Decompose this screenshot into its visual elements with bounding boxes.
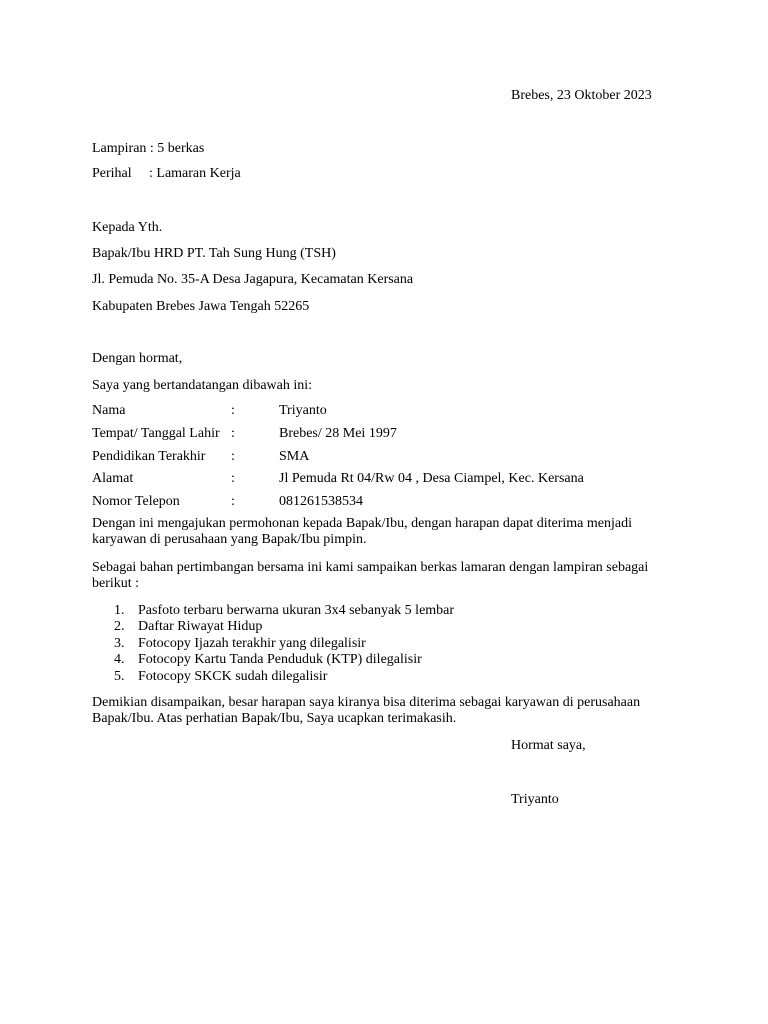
field-value: Jl Pemuda Rt 04/Rw 04 , Desa Ciampel, Kec. Kersana bbox=[279, 471, 584, 486]
list-item-text: Fotocopy Ijazah terakhir yang dilegalisir bbox=[138, 635, 366, 651]
recipient-name: Bapak/Ibu HRD PT. Tah Sung Hung (TSH) bbox=[92, 246, 336, 261]
recipient-address-line2: Kabupaten Brebes Jawa Tengah 52265 bbox=[92, 299, 310, 314]
sign-off: Hormat saya, bbox=[511, 738, 586, 753]
list-item-number: 2. bbox=[114, 619, 125, 635]
field-row-telepon bbox=[0, 494, 768, 510]
field-label: Pendidikan Terakhir bbox=[92, 449, 206, 464]
recipient-salutation: Kepada Yth. bbox=[92, 220, 163, 235]
list-item-number: 5. bbox=[114, 668, 125, 684]
field-colon: : bbox=[231, 494, 235, 509]
field-row-ttl bbox=[0, 426, 768, 442]
field-colon: : bbox=[231, 449, 235, 464]
field-label: Nama bbox=[92, 403, 126, 418]
perihal-label: Perihal bbox=[92, 166, 132, 181]
field-row-pendidikan bbox=[0, 449, 768, 465]
request-paragraph: Dengan ini mengajukan permohonan kepada Bapak/Ibu, dengan harapan dapat diterima menjadi karyawan di perusahaan yang Bapak/Ibu pimpin. bbox=[92, 516, 632, 547]
field-value: Brebes/ 28 Mei 1997 bbox=[279, 426, 397, 441]
field-label: Tempat/ Tanggal Lahir bbox=[92, 426, 220, 441]
list-item-text: Pasfoto terbaru berwarna ukuran 3x4 sebanyak 5 lembar bbox=[138, 603, 455, 618]
field-value: SMA bbox=[279, 449, 310, 464]
greeting: Dengan hormat, bbox=[92, 351, 183, 366]
field-label: Nomor Telepon bbox=[92, 494, 180, 509]
signer-name: Triyanto bbox=[511, 792, 559, 807]
field-row-alamat bbox=[0, 471, 768, 487]
intro-line: Saya yang bertandatangan dibawah ini: bbox=[92, 378, 313, 393]
list-item-text: Daftar Riwayat Hidup bbox=[138, 619, 263, 635]
perihal-value: : Lamaran Kerja bbox=[149, 166, 241, 181]
list-item-number: 3. bbox=[114, 635, 125, 651]
field-colon: : bbox=[231, 426, 235, 441]
list-item-text: Fotocopy Kartu Tanda Penduduk (KTP) dilegalisir bbox=[138, 652, 422, 668]
closing-paragraph: Demikian disampaikan, besar harapan saya kiranya bisa diterima sebagai karyawan di perusahaan Bapak/Ibu. Atas perhatian Bapak/Ibu, Saya ucapkan terimakasih. bbox=[92, 695, 641, 726]
list-item-text: Fotocopy SKCK sudah dilegalisir bbox=[138, 668, 328, 684]
attachments-intro-paragraph: Sebagai bahan pertimbangan bersama ini kami sampaikan berkas lamaran dengan lampiran sebagai berikut : bbox=[92, 560, 649, 591]
lampiran-line: Lampiran : 5 berkas bbox=[92, 141, 205, 156]
field-colon: : bbox=[231, 403, 235, 418]
field-value: 081261538534 bbox=[279, 494, 363, 509]
field-colon: : bbox=[231, 471, 235, 486]
list-item-number: 1. bbox=[114, 603, 125, 618]
field-row-nama bbox=[0, 403, 768, 419]
place-date: Brebes, 23 Oktober 2023 bbox=[511, 88, 652, 103]
field-value: Triyanto bbox=[279, 403, 327, 418]
list-item-number: 4. bbox=[114, 652, 125, 668]
recipient-address-line1: Jl. Pemuda No. 35-A Desa Jagapura, Kecamatan Kersana bbox=[92, 272, 414, 287]
field-label: Alamat bbox=[92, 471, 134, 486]
